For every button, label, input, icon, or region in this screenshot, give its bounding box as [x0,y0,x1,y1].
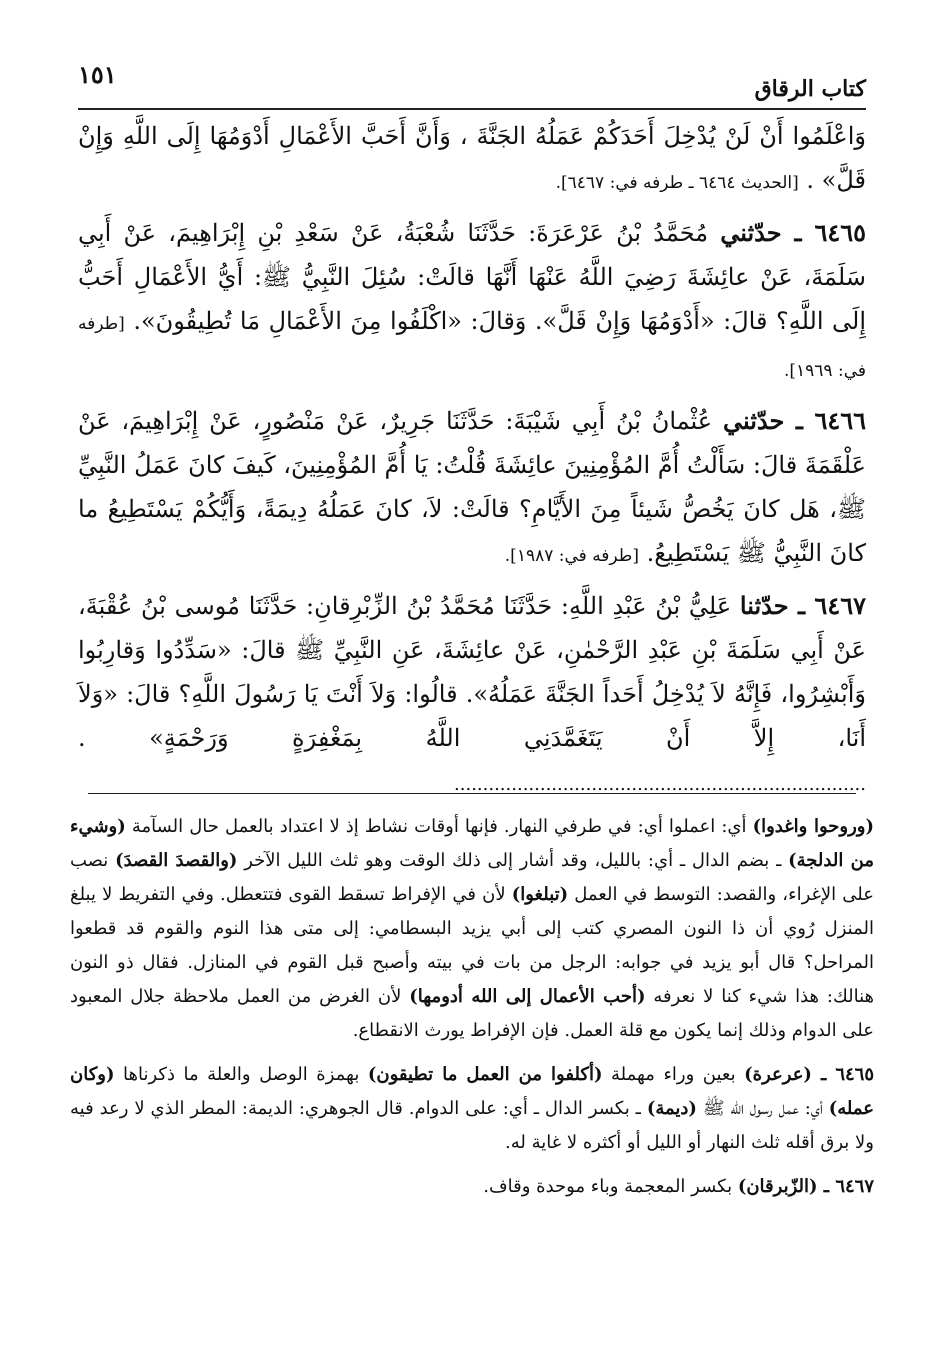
note-6465 [70,1058,874,1160]
note-text: بهمزة الوصل والعلة ما ذكرناها [114,1064,368,1085]
note-text: بعين وراء مهملة [602,1064,745,1085]
hadith-6467 [78,584,866,807]
cross-reference: [طرفه في: ١٩٨٧]. [504,546,639,566]
note-6467 [70,1170,874,1204]
note-text: ـ بكسر الدال ـ أي: على الدوام. قال الجوهري: الديمة: المطر الذي لا رعد فيه ولا برق أقله ثلث النهار أو الليل أو أكثره لا غاية له. [70,1098,874,1153]
note-term: (أحب الأعمال إلى الله أدومها) [409,986,646,1007]
note-term: (والقصدَ القصدَ) [115,850,238,871]
hadith-6465 [78,211,866,393]
page-number: ١٥١ [78,60,117,89]
note-text: أي: اعملوا أي: في طرفي النهار. فإنها أوقات نشاط إذ لا اعتداد بالعمل حال السآمة [125,816,753,837]
note-term: (تبلغوا) [511,884,569,905]
paragraph-text: وَاعْلَمُوا أَنْ لَنْ يُدْخِلَ أَحَدَكُمْ عَمَلُهُ الجَنَّةَ ، وَأَنَّ أَحَبَّ الأَعْمَالِ أَدْوَمُهَا إِلَى اللَّهِ وَإِنْ قَلَّ» . [78,122,867,194]
note-term: (وروحوا واغدوا) [752,816,874,837]
paragraph-text: عَلِيُّ بْنُ عَبْدِ اللَّهِ: حَدَّثَنَا مُحَمَّدُ بْنُ الزِّبْرِقانِ: حَدَّثَنَا مُوسى بْنُ عُقْبَةَ، عَنْ أَبِي سَلَمَةَ بْنِ عَبْدِ الرَّحْمٰنِ، عَنْ عائِشَةَ، عَنِ النَّبِيِّ ﷺ قالَ: «سَدِّدُوا وَقارِبُوا وَأَبْشِرُوا، فَإِنَّهُ لاَ يُدْخِلُ أَحَداً الجَنَّةَ عَمَلُهُ». قالُوا: وَلاَ أَنْتَ يَا رَسُولَ اللَّهِ؟ قالَ: «وَلاَ أَنَا، إِلاَّ أَنْ يَتَغَمَّدَنِي اللَّهُ بِمَغْفِرَةٍ وَرَحْمَةٍ» . [78,592,866,752]
hadith-number: ٦٤٦٦ ـ حدّثني [722,406,866,435]
note-term: (ديمة) [646,1098,697,1119]
note-text: لأن الغرض من العمل ملاحظة جلال المعبود على الدوام وذلك إنما يكون مع قلة العمل. فإن الإفراط يورث الانقطاع. [70,986,874,1041]
hadith-text [78,114,866,813]
dotted-leader: ........................................................................ [454,774,866,795]
note-text: نصب على الإغراء، والقصد: التوسط في العمل [70,850,874,905]
hadith-number: ٦٤٦٧ ـ حدّثنا [739,591,866,620]
page-header [78,52,866,110]
note-text: ـ بضم الدال ـ أي: بالليل، وقد أشار إلى ذلك الوقت وهو ثلث الليل الآخر [237,850,789,871]
hadith-6464-continuation [78,114,866,205]
note-term: ٦٤٦٧ ـ (الزّبرقان) [737,1176,874,1197]
book-title: كتاب الرقاق [754,76,866,102]
footnote-separator [88,793,856,794]
note-term: (وكان عمله) [70,1064,874,1119]
note-text: لأن في الإفراط تسقط القوى فتتعطل. وفي التفريط لا يبلغ المنزل رُوي أن ذا النون المصري كتب إلى أبي يزيد البسطامي: إلى متى هذا النوم والقوم قد قطعوا المراحل؟ قال أبو يزيد في جوابه: الرجل من بات في بيته وأصبح قبل القوم في المنازل. فقال ذو النون هنالك: هذا شيء كنا لا نعرفه [70,884,875,1007]
note-text: بكسر المعجمة وباء موحدة وقاف. [483,1176,738,1197]
note-text: أي: عمل رسول الله ﷺ [696,1098,829,1119]
note-term: (أكلفوا من العمل ما تطيقون) [367,1064,603,1085]
note-term: (وشيء من الدلجة) [70,816,874,871]
commentary-notes [70,810,874,1214]
note-general [70,810,874,1048]
hadith-6466 [78,399,866,578]
cross-reference: [طرفه في: ١٩٦٩]. [78,314,866,381]
note-term: ٦٤٦٥ ـ (عرعرة) [744,1064,874,1085]
hadith-number: ٦٤٦٥ ـ حدّثني [720,218,866,247]
paragraph-text: عُثْمانُ بْنُ أَبِي شَيْبَةَ: حَدَّثَنَا جَرِيرٌ، عَنْ مَنْصُورٍ، عَنْ إِبْرَاهِيمَ، عَنْ عَلْقَمَةَ قالَ: سَأَلْتُ أُمَّ المُؤْمِنِينَ عائِشَةَ قُلْتُ: يَا أُمَّ المُؤْمِنِينَ، كَيفَ كانَ عَمَلُ النَّبِيِّ ﷺ، هَل كانَ يَخُصُّ شَيئاً مِنَ الأَيَّامِ؟ قالَتْ: لاَ، كانَ عَمَلُهُ دِيمَةً، وَأَيُّكُمْ يَسْتَطِيعُ ما كانَ النَّبِيُّ ﷺ يَسْتَطِيعُ. [78,407,866,567]
paragraph-text: مُحَمَّدُ بْنُ عَرْعَرَةَ: حَدَّثَنَا شُعْبَةُ، عَنْ سَعْدِ بْنِ إِبْرَاهِيمَ، عَنْ أَبِي سَلَمَةَ، عَنْ عائِشَةَ رَضِيَ اللَّهُ عَنْهَا أَنَّهَا قالَتْ: سُئِلَ النَّبِيُّ ﷺ: أَيُّ الأَعْمَالِ أَحَبُّ إِلَى اللَّهِ؟ قالَ: «أَدْوَمُهَا وَإِنْ قَلَّ». وَقالَ: «اكْلَفُوا مِنَ الأَعْمَالِ مَا تُطِيقُونَ». [78,219,866,335]
cross-reference: [الحديث ٦٤٦٤ ـ طرفه في: ٦٤٦٧]. [555,173,799,193]
